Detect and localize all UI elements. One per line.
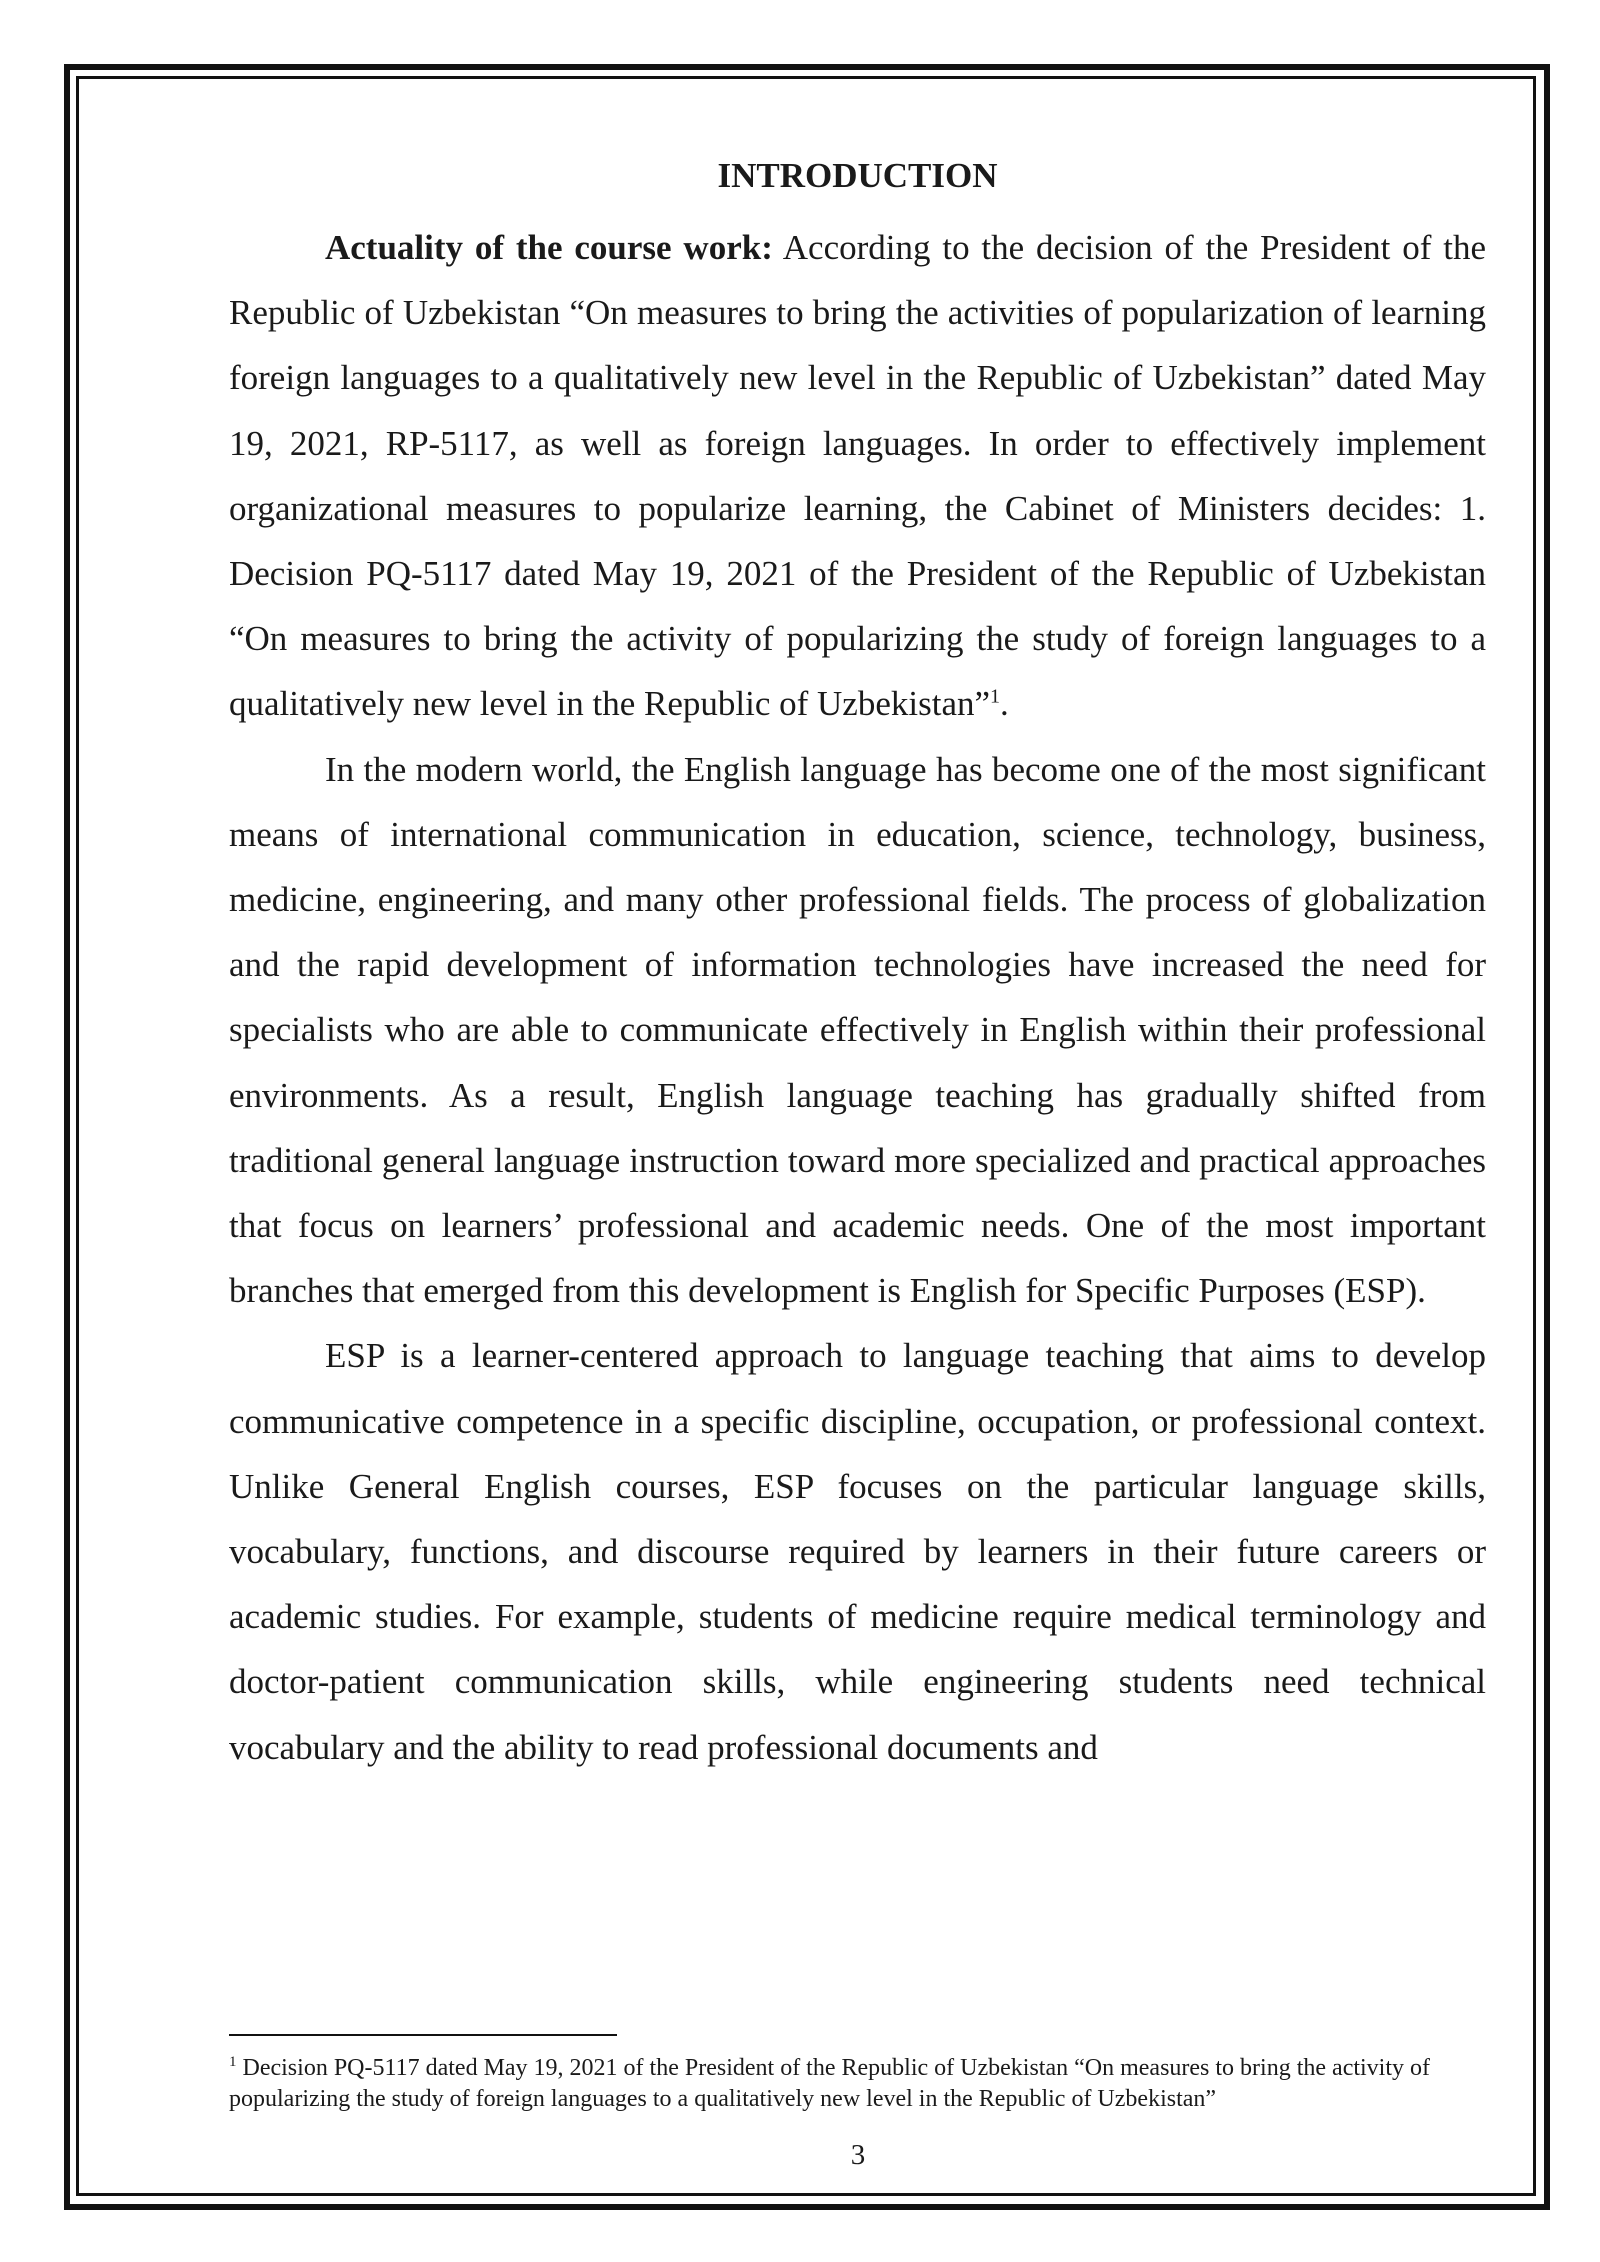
paragraph-esp: ESP is a learner-centered approach to language teaching that aims to develop communicative competence in a specific discipline, occupation, or professional context. Unlike General English courses, ESP focuses on the particular language skills, vocabulary, functions, and discourse required by learners in their future careers or academic studies. For example, students of medicine require medical terminology and doctor-patient communication skills, while engineering students need technical vocabulary and the ability to read professional documents and	[229, 1336, 1486, 1767]
paragraph-text: According to the decision of the President of the Republic of Uzbekistan “On measures to bring the activities of popularization of learning foreign languages to a qualitatively new level in the Republic of Uzbekistan” dated May 19, 2021, RP-5117, as well as foreign languages. In order to effectively implement organizational measures to popularize learning, the Cabinet of Ministers decides: 1. Decision PQ-5117 dated May 19, 2021 of the President of the Republic of Uzbekistan “On measures to bring the activity of popularizing the study of foreign languages to a qualitatively new level in the Republic of Uzbekistan”	[229, 228, 1486, 724]
page-number: 3	[850, 2139, 866, 2171]
footnote-separator	[229, 2034, 617, 2036]
section-heading: INTRODUCTION	[717, 156, 998, 195]
page-content	[229, 150, 1486, 1780]
paragraph-actuality	[229, 215, 1486, 737]
paragraph-modern-world: In the modern world, the English language has become one of the most significant means of international communication in education, science, technology, business, medicine, engineering, and many other professional fields. The process of globalization and the rapid development of information technologies have increased the need for specialists who are able to communicate effectively in English within their professional environments. As a result, English language teaching has gradually shifted from traditional general language instruction toward more specialized and practical approaches that focus on learners’ professional and academic needs. One of the most important branches that emerged from this development is English for Specific Purposes (ESP).	[229, 749, 1486, 1311]
paragraph-tail: .	[1000, 684, 1009, 724]
footnote	[229, 2053, 1487, 2115]
footnote-marker: 1	[229, 2054, 237, 2070]
footnote-reference[interactable]: 1	[990, 685, 1001, 708]
paragraph-lead: Actuality of the course work:	[325, 228, 773, 267]
footnote-text: Decision PQ-5117 dated May 19, 2021 of the President of the Republic of Uzbekistan “On measures to bring the activity of popularizing the study of foreign languages to a qualitatively new level in the Republic of Uzbekistan”	[229, 2055, 1431, 2112]
